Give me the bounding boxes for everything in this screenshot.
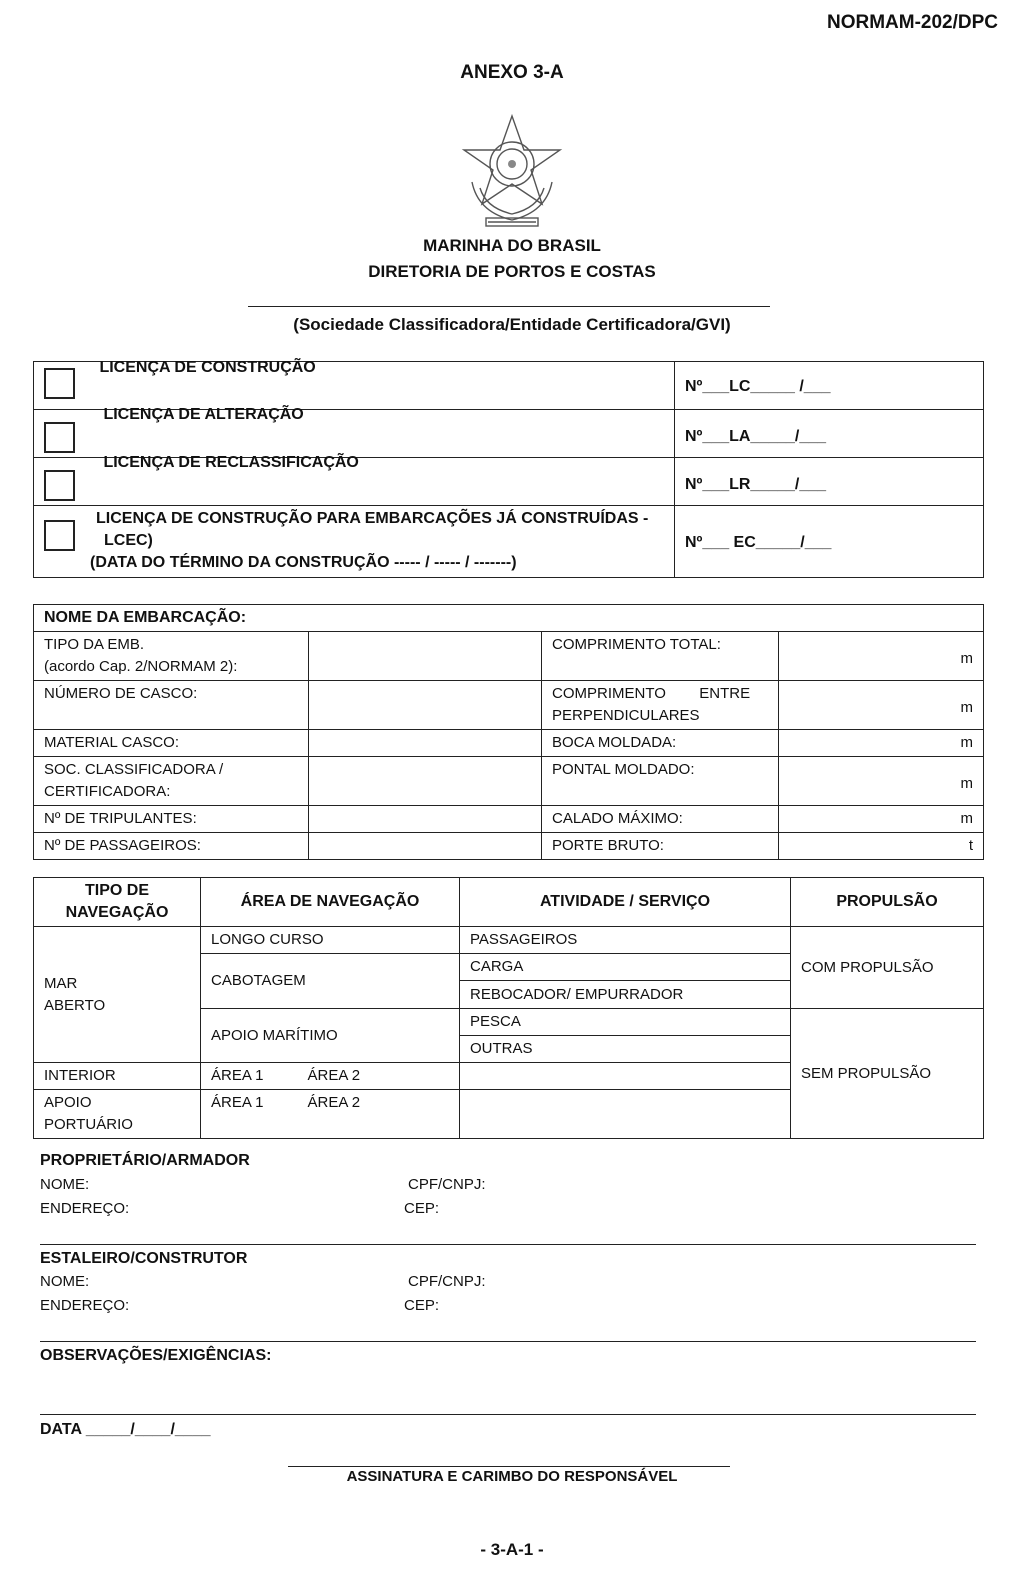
page-number: - 3-A-1 -: [480, 1540, 544, 1559]
activity-carga: CARGA: [460, 954, 791, 981]
mar-aberto: MAR ABERTO: [34, 927, 201, 1063]
interior-areas: ÁREA 1 ÁREA 2: [201, 1063, 460, 1090]
nav-apoio-portuario: APOIO PORTUÁRIO: [34, 1090, 201, 1139]
field-label: COMPRIMENTO TOTAL:: [542, 632, 779, 681]
field-label: CALADO MÁXIMO:: [542, 806, 779, 833]
license-label: LICENÇA DE CONSTRUÇÃO PARA EMBARCAÇÕES JÁ CONSTRUÍDAS -: [96, 510, 649, 527]
header-nav-type: TIPO DE NAVEGAÇÃO: [34, 878, 201, 927]
coat-of-arms-icon: [458, 112, 566, 230]
activity-outras: OUTRAS: [460, 1036, 791, 1063]
license-completion-date: (DATA DO TÉRMINO DA CONSTRUÇÃO ----- / ----- / -------): [90, 554, 517, 571]
field-value[interactable]: [309, 632, 542, 681]
navigation-table: [33, 877, 984, 1139]
builder-name-label: NOME:: [40, 1273, 90, 1290]
license-label: LICENÇA DE CONSTRUÇÃO: [99, 358, 316, 376]
divider: [40, 1341, 976, 1342]
com-propulsao: COM PROPULSÃO: [791, 927, 984, 1009]
license-number: Nº___LR_____/___: [675, 458, 984, 506]
field-label: COMPRIMENTO ENTRE PERPENDICULARES: [542, 681, 779, 730]
license-row: [34, 358, 675, 410]
owner-address-label: ENDEREÇO:: [40, 1200, 130, 1217]
license-label: LICENÇA DE ALTERAÇÃO: [103, 405, 304, 423]
header-nav-area: ÁREA DE NAVEGAÇÃO: [201, 878, 460, 927]
owner-name-label: NOME:: [40, 1176, 90, 1193]
document-code: NORMAM-202/DPC: [826, 12, 998, 33]
header-activity: ATIVIDADE / SERVIÇO: [460, 878, 791, 927]
builder-cep-label: CEP:: [404, 1297, 440, 1314]
license-number: Nº___LA_____/___: [675, 410, 984, 458]
license-table: [33, 358, 984, 578]
date-field[interactable]: DATA _____/____/____: [40, 1421, 211, 1438]
owner-cpf-label: CPF/CNPJ:: [408, 1176, 486, 1193]
license-row: [34, 506, 675, 578]
builder-title: ESTALEIRO/CONSTRUTOR: [40, 1250, 248, 1267]
field-label: SOC. CLASSIFICADORA / CERTIFICADORA:: [34, 757, 309, 806]
entity-underline: [248, 306, 770, 307]
field-value[interactable]: m: [779, 632, 984, 681]
checkbox[interactable]: [44, 422, 75, 453]
signature-line: [288, 1466, 730, 1467]
field-value[interactable]: m: [779, 730, 984, 757]
license-label: LICENÇA DE RECLASSIFICAÇÃO: [103, 453, 359, 471]
divider: [40, 1414, 976, 1415]
entity-caption: (Sociedade Classificadora/Entidade Certificadora/GVI): [293, 315, 731, 334]
builder-address-label: ENDEREÇO:: [40, 1297, 130, 1314]
license-number: Nº___ EC_____/___: [675, 506, 984, 578]
activity-pesca: PESCA: [460, 1009, 791, 1036]
checkbox[interactable]: [44, 520, 75, 551]
activity-rebocador: REBOCADOR/ EMPURRADOR: [460, 981, 791, 1009]
activity-empty: [460, 1063, 791, 1090]
field-value[interactable]: [309, 681, 542, 730]
license-row: [34, 453, 675, 506]
org-name: MARINHA DO BRASIL: [423, 236, 601, 255]
org-directorate: DIRETORIA DE PORTOS E COSTAS: [368, 262, 656, 281]
field-value[interactable]: t: [779, 833, 984, 860]
field-label: PONTAL MOLDADO:: [542, 757, 779, 806]
annex-title: ANEXO 3-A: [460, 62, 564, 83]
license-row: [34, 405, 675, 458]
field-label: BOCA MOLDADA:: [542, 730, 779, 757]
field-label: MATERIAL CASCO:: [34, 730, 309, 757]
field-value[interactable]: m: [779, 681, 984, 730]
activity-passageiros: PASSAGEIROS: [460, 927, 791, 954]
observations-label: OBSERVAÇÕES/EXIGÊNCIAS:: [40, 1347, 272, 1364]
field-value[interactable]: m: [779, 757, 984, 806]
area-cabotagem: CABOTAGEM: [201, 954, 460, 1009]
vessel-table: [33, 604, 984, 860]
apoio-portuario-areas: ÁREA 1 ÁREA 2: [201, 1090, 460, 1139]
nav-interior: INTERIOR: [34, 1063, 201, 1090]
activity-empty: [460, 1090, 791, 1139]
divider: [40, 1244, 976, 1245]
field-value[interactable]: [309, 806, 542, 833]
header-propulsion: PROPULSÃO: [791, 878, 984, 927]
owner-title: PROPRIETÁRIO/ARMADOR: [40, 1152, 250, 1169]
builder-cpf-label: CPF/CNPJ:: [408, 1273, 486, 1290]
license-number: Nº___LC_____ /___: [675, 362, 984, 410]
sem-propulsao: SEM PROPULSÃO: [791, 1009, 984, 1139]
area-apoio-maritimo: APOIO MARÍTIMO: [201, 1009, 460, 1063]
field-value[interactable]: m: [779, 806, 984, 833]
checkbox[interactable]: [44, 470, 75, 501]
field-label: NÚMERO DE CASCO:: [34, 681, 309, 730]
license-label: LCEC): [104, 532, 153, 549]
field-value[interactable]: [309, 730, 542, 757]
field-value[interactable]: [309, 833, 542, 860]
owner-cep-label: CEP:: [404, 1200, 440, 1217]
field-label: Nº DE PASSAGEIROS:: [34, 833, 309, 860]
checkbox[interactable]: [44, 368, 75, 399]
field-value[interactable]: [309, 757, 542, 806]
field-label: TIPO DA EMB. (acordo Cap. 2/NORMAM 2):: [34, 632, 309, 681]
field-label: PORTE BRUTO:: [542, 833, 779, 860]
field-label: Nº DE TRIPULANTES:: [34, 806, 309, 833]
signature-caption: ASSINATURA E CARIMBO DO RESPONSÁVEL: [346, 1468, 678, 1485]
area-longo-curso: LONGO CURSO: [201, 927, 460, 954]
vessel-name-label: NOME DA EMBARCAÇÃO:: [34, 605, 984, 632]
